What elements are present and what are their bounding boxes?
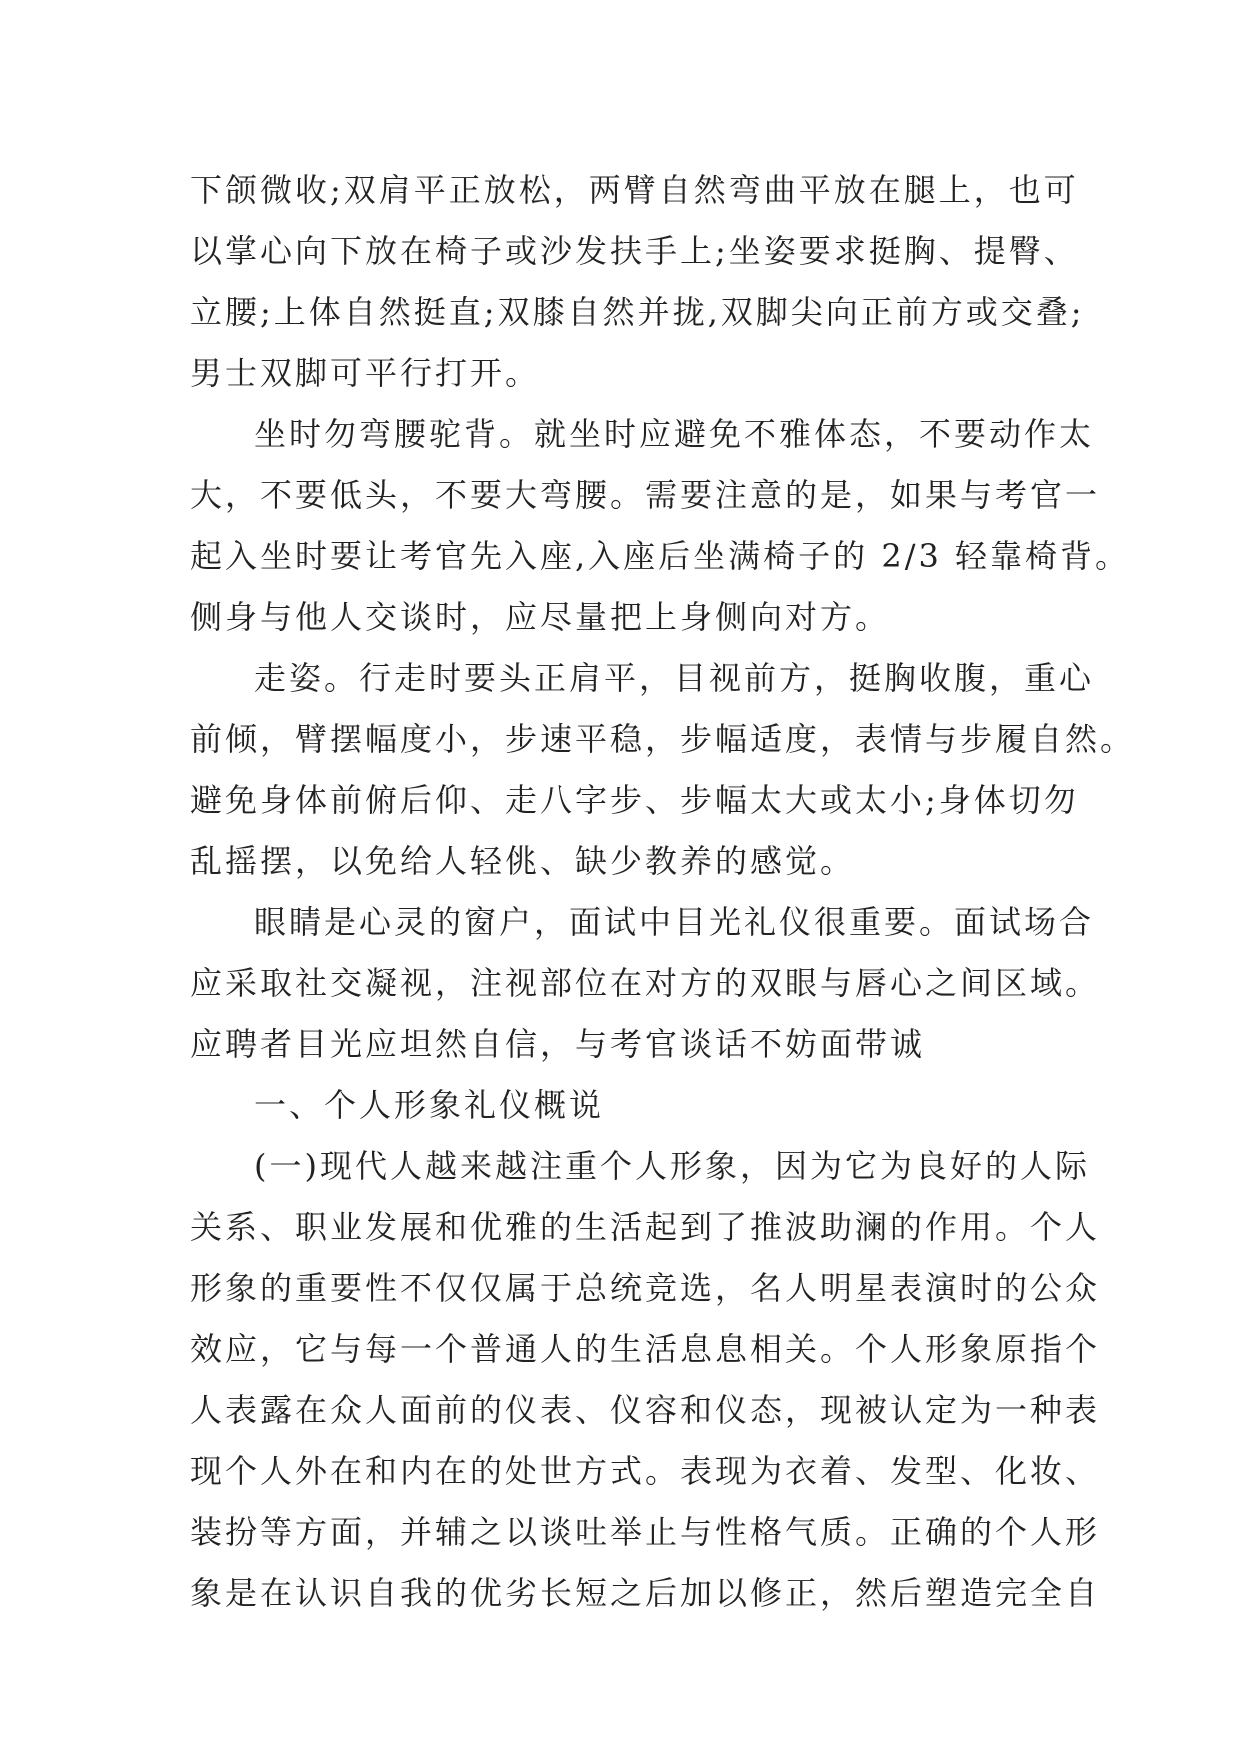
text-line: 前倾，臂摆幅度小，步速平稳，步幅适度，表情与步履自然。 bbox=[190, 720, 1136, 758]
text-line: 避免身体前俯后仰、走八字步、步幅太大或太小;身体切勿 bbox=[190, 781, 1079, 819]
text-line: 立腰;上体自然挺直;双膝自然并拢,双脚尖向正前方或交叠; bbox=[190, 293, 1085, 331]
paragraph-first-line: 眼睛是心灵的窗户，面试中目光礼仪很重要。面试场合 bbox=[254, 903, 1095, 941]
text-line: 下颌微收;双肩平正放松，两臂自然弯曲平放在腿上，也可 bbox=[190, 171, 1079, 209]
text-line: 人表露在众人面前的仪表、仪容和仪态，现被认定为一种表 bbox=[190, 1391, 1101, 1429]
text-line: 大，不要低头，不要大弯腰。需要注意的是，如果与考官一 bbox=[190, 476, 1101, 514]
text-line: 乱摇摆，以免给人轻佻、缺少教养的感觉。 bbox=[190, 842, 856, 880]
text-line: 现个人外在和内在的处世方式。表现为衣着、发型、化妆、 bbox=[190, 1452, 1101, 1490]
text-line: 象是在认识自我的优劣长短之后加以修正，然后塑造完全自 bbox=[190, 1574, 1101, 1612]
text-line: 起入坐时要让考官先入座,入座后坐满椅子的 2/3 轻靠椅背。 bbox=[190, 537, 1131, 575]
text-line: 应采取社交凝视，注视部位在对方的双眼与唇心之间区域。 bbox=[190, 964, 1101, 1002]
document-body bbox=[190, 160, 1136, 1624]
paragraph-first-line: 坐时勿弯腰驼背。就坐时应避免不雅体态，不要动作太 bbox=[254, 415, 1095, 453]
text-line: 侧身与他人交谈时，应尽量把上身侧向对方。 bbox=[190, 598, 891, 636]
text-line: 关系、职业发展和优雅的生活起到了推波助澜的作用。个人 bbox=[190, 1208, 1101, 1246]
text-line: 男士双脚可平行打开。 bbox=[190, 354, 541, 392]
text-line: 应聘者目光应坦然自信，与考官谈话不妨面带诚 bbox=[190, 1025, 926, 1063]
text-line: 效应，它与每一个普通人的生活息息相关。个人形象原指个 bbox=[190, 1330, 1101, 1368]
paragraph-first-line: (一)现代人越来越注重个人形象，因为它为良好的人际 bbox=[254, 1147, 1090, 1185]
text-line: 形象的重要性不仅仅属于总统竞选，名人明星表演时的公众 bbox=[190, 1269, 1101, 1307]
paragraph-first-line: 走姿。行走时要头正肩平，目视前方，挺胸收腹，重心 bbox=[254, 659, 1095, 697]
paragraph-first-line: 一、个人形象礼仪概说 bbox=[254, 1086, 605, 1124]
text-line: 装扮等方面，并辅之以谈吐举止与性格气质。正确的个人形 bbox=[190, 1513, 1101, 1551]
text-line: 以掌心向下放在椅子或沙发扶手上;坐姿要求挺胸、提臀、 bbox=[190, 232, 1079, 270]
